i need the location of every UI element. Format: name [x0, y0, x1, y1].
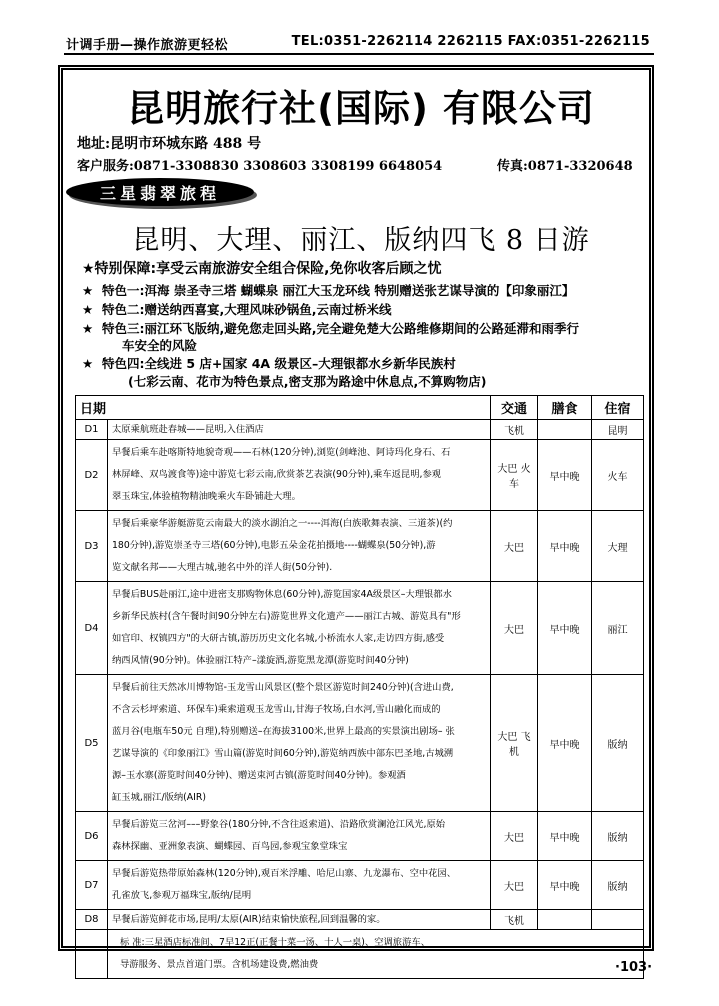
- description-line: 翠玉珠宝,体验植物精油晚乘火车卧铺赴大理。: [112, 491, 301, 502]
- service-phones: 客户服务:0871-3308830 3308603 3308199 6648054: [77, 159, 443, 174]
- service-standard: [108, 930, 644, 979]
- tour-grade-badge: 三星翡翠旅程: [66, 178, 254, 206]
- row-description: [108, 511, 491, 582]
- row-stay: 火车: [592, 440, 644, 511]
- row-meals: 早中晚: [538, 812, 592, 861]
- page-number: ·103·: [615, 960, 653, 975]
- row-day: D6: [76, 812, 108, 861]
- col-header-date: 日期: [76, 396, 491, 420]
- feature-1: ★ 特色一:洱海 崇圣寺三塔 蝴蝶泉 丽江大玉龙环线 特别赠送张艺谋导演的【印象丽江】: [82, 283, 575, 298]
- table-row: [76, 910, 644, 930]
- standard-line: 标 准:三星酒店标准间、7早12正(正餐十菜一汤、十人一桌)、空调旅游车、: [120, 937, 430, 948]
- row-transport: 大巴 飞机: [491, 675, 538, 812]
- table-row-standard: [76, 930, 644, 979]
- feature-4-note: (七彩云南、花市为特色景点,密支那为路途中休息点,不算购物店): [128, 374, 487, 389]
- row-transport: 大巴: [491, 511, 538, 582]
- row-day: D4: [76, 582, 108, 675]
- standard-line: 导游服务、景点首道门票。含机场建设费,燃油费: [120, 959, 319, 970]
- col-header-transport: 交通: [491, 396, 538, 420]
- row-day: D2: [76, 440, 108, 511]
- row-meals: 早中晚: [538, 440, 592, 511]
- row-day: [76, 930, 108, 979]
- row-day: D3: [76, 511, 108, 582]
- row-stay: 丽江: [592, 582, 644, 675]
- description-line: 源–玉水寨(游览时间40分钟)、赠送束河古镇(游览时间40分钟)。参观酒: [112, 770, 406, 781]
- col-header-stay: 住宿: [592, 396, 644, 420]
- row-stay: 版纳: [592, 675, 644, 812]
- feature-2: ★ 特色二:赠送纳西喜宴,大理风味砂锅鱼,云南过桥米线: [82, 302, 392, 317]
- table-row: [76, 812, 644, 861]
- row-transport: 大巴 火车: [491, 440, 538, 511]
- row-day: D5: [76, 675, 108, 812]
- description-line: 蓝月谷(电瓶车50元 自理),特别赠送–在海拔3100米,世界上最高的实景演出剧场– 张: [112, 726, 455, 737]
- special-guarantee: ★特别保障:享受云南旅游安全组合保险,免你收客后顾之忧: [82, 261, 442, 277]
- customer-service: [77, 155, 633, 174]
- feature-4: ★ 特色四:全线进 5 店+国家 4A 级景区–大理银都水乡新华民族村: [82, 356, 456, 371]
- row-day: D7: [76, 861, 108, 910]
- description-line: 艺谋导演的《印象丽江》雪山篇(游览时间60分钟),游览纳西族中部东巴圣地,古城溯: [112, 748, 454, 759]
- table-row: [76, 420, 644, 440]
- description-line: 180分钟),游览崇圣寺三塔(60分钟),电影五朵金花拍摄地----蝴蝶泉(50分钟),游: [112, 540, 436, 551]
- row-transport: 飞机: [491, 420, 538, 440]
- row-meals: 早中晚: [538, 511, 592, 582]
- itinerary-table: [75, 395, 644, 979]
- description-line: 早餐后游览鲜花市场,昆明/太原(AIR)结束愉快旅程,回到温馨的家。: [112, 913, 386, 925]
- row-stay: 昆明: [592, 420, 644, 440]
- description-line: 乡新华民族村(含午餐时间90分钟左右)游览世界文化遗产——丽江古城、游览具有"形: [112, 611, 461, 622]
- description-line: 缸玉城,丽江/版纳(AIR): [112, 792, 206, 803]
- feature-3: ★ 特色三:丽江环飞版纳,避免您走回头路,完全避免楚大公路维修期间的公路延滞和雨季行: [82, 321, 579, 336]
- star-icon: ★: [82, 302, 94, 317]
- star-icon: ★: [82, 283, 94, 298]
- row-stay: [592, 910, 644, 930]
- row-meals: 早中晚: [538, 675, 592, 812]
- row-day: D1: [76, 420, 108, 440]
- star-icon: ★: [82, 356, 94, 371]
- row-stay: 大理: [592, 511, 644, 582]
- row-transport: 大巴: [491, 861, 538, 910]
- description-line: 早餐后乘豪华游艇游览云南最大的淡水湖泊之一----洱海(白族歌舞表演、三道茶)(约: [112, 518, 453, 529]
- header-slogan: 计调手册—操作旅游更轻松: [66, 38, 229, 53]
- row-meals: 早中晚: [538, 582, 592, 675]
- row-transport: 飞机: [491, 910, 538, 930]
- feature-3-cont: 车安全的风险: [122, 338, 198, 353]
- description-line: 早餐后BUS赴丽江,途中进密支那购物休息(60分钟),游览国家4A级景区–大理银都水: [112, 589, 452, 600]
- description-line: 森林探幽、亚洲象表演、蝴蝶园、百鸟园,参观宝象堂珠宝: [112, 841, 348, 852]
- row-day: D8: [76, 910, 108, 930]
- table-row: [76, 861, 644, 910]
- description-line: 早餐后游览热带原始森林(120分钟),观百米浮雕、哈尼山寨、九龙瀑布、空中花园、: [112, 868, 457, 879]
- row-description: [108, 910, 491, 930]
- description-line: 不含云杉坪索道、环保车)乘索道观玉龙雪山,甘海子牧场,白水河,雪山融化而成的: [112, 704, 441, 715]
- row-description: [108, 812, 491, 861]
- row-description: [108, 582, 491, 675]
- description-line: 如官印、权镇四方"的大研古镇,游历历史文化名城,小桥流水人家,走访四方街,感受: [112, 633, 445, 644]
- table-row: [76, 440, 644, 511]
- description-line: 林屏峰、双鸟渡食等)途中游览七彩云南,欣赏茶艺表演(90分钟),乘车返昆明,参观: [112, 469, 442, 480]
- company-address: 地址:昆明市环城东路 488 号: [77, 136, 262, 152]
- row-transport: 大巴: [491, 582, 538, 675]
- row-description: [108, 420, 491, 440]
- row-description: [108, 861, 491, 910]
- table-row: [76, 675, 644, 812]
- company-name: 昆明旅行社(国际) 有限公司: [127, 87, 595, 130]
- row-description: [108, 675, 491, 812]
- table-row: [76, 511, 644, 582]
- header-contact: TEL:0351-2262114 2262115 FAX:0351-2262115: [291, 34, 650, 49]
- description-line: 早餐后前往天然冰川博物馆-玉龙雪山风景区(整个景区游览时间240分钟)(含进山费,: [112, 682, 454, 693]
- col-header-meals: 膳食: [538, 396, 592, 420]
- row-stay: 版纳: [592, 861, 644, 910]
- description-line: 早餐后乘车赴喀斯特地貌奇观——石林(120分钟),浏览(剑峰池、阿诗玛化身石、石: [112, 447, 451, 458]
- row-meals: [538, 420, 592, 440]
- description-line: 太原乘航班赴春城——昆明,入住酒店: [112, 423, 264, 435]
- row-stay: 版纳: [592, 812, 644, 861]
- table-header-row: [76, 396, 644, 420]
- table-row: [76, 582, 644, 675]
- route-title: 昆明、大理、丽江、版纳四飞 8 日游: [132, 225, 590, 256]
- fax-number: 传真:0871-3320648: [497, 159, 633, 174]
- description-line: 孔雀放飞,参观万福珠宝,版纳/昆明: [112, 890, 252, 901]
- row-description: [108, 440, 491, 511]
- row-meals: 早中晚: [538, 861, 592, 910]
- row-transport: 大巴: [491, 812, 538, 861]
- page-header: [66, 34, 650, 52]
- header-rule: [64, 53, 654, 55]
- row-meals: [538, 910, 592, 930]
- star-icon: ★: [82, 321, 94, 336]
- description-line: 早餐后游览三岔河–––野象谷(180分钟,不含往返索道)、沿路欣赏澜沧江风光,原始: [112, 819, 446, 830]
- description-line: 览文献名邦——大理古城,驰名中外的洋人街(50分钟).: [112, 562, 333, 573]
- description-line: 纳西风情(90分钟)。体验丽江特产–漾旋酒,游览黑龙潭(游览时间40分钟): [112, 655, 409, 666]
